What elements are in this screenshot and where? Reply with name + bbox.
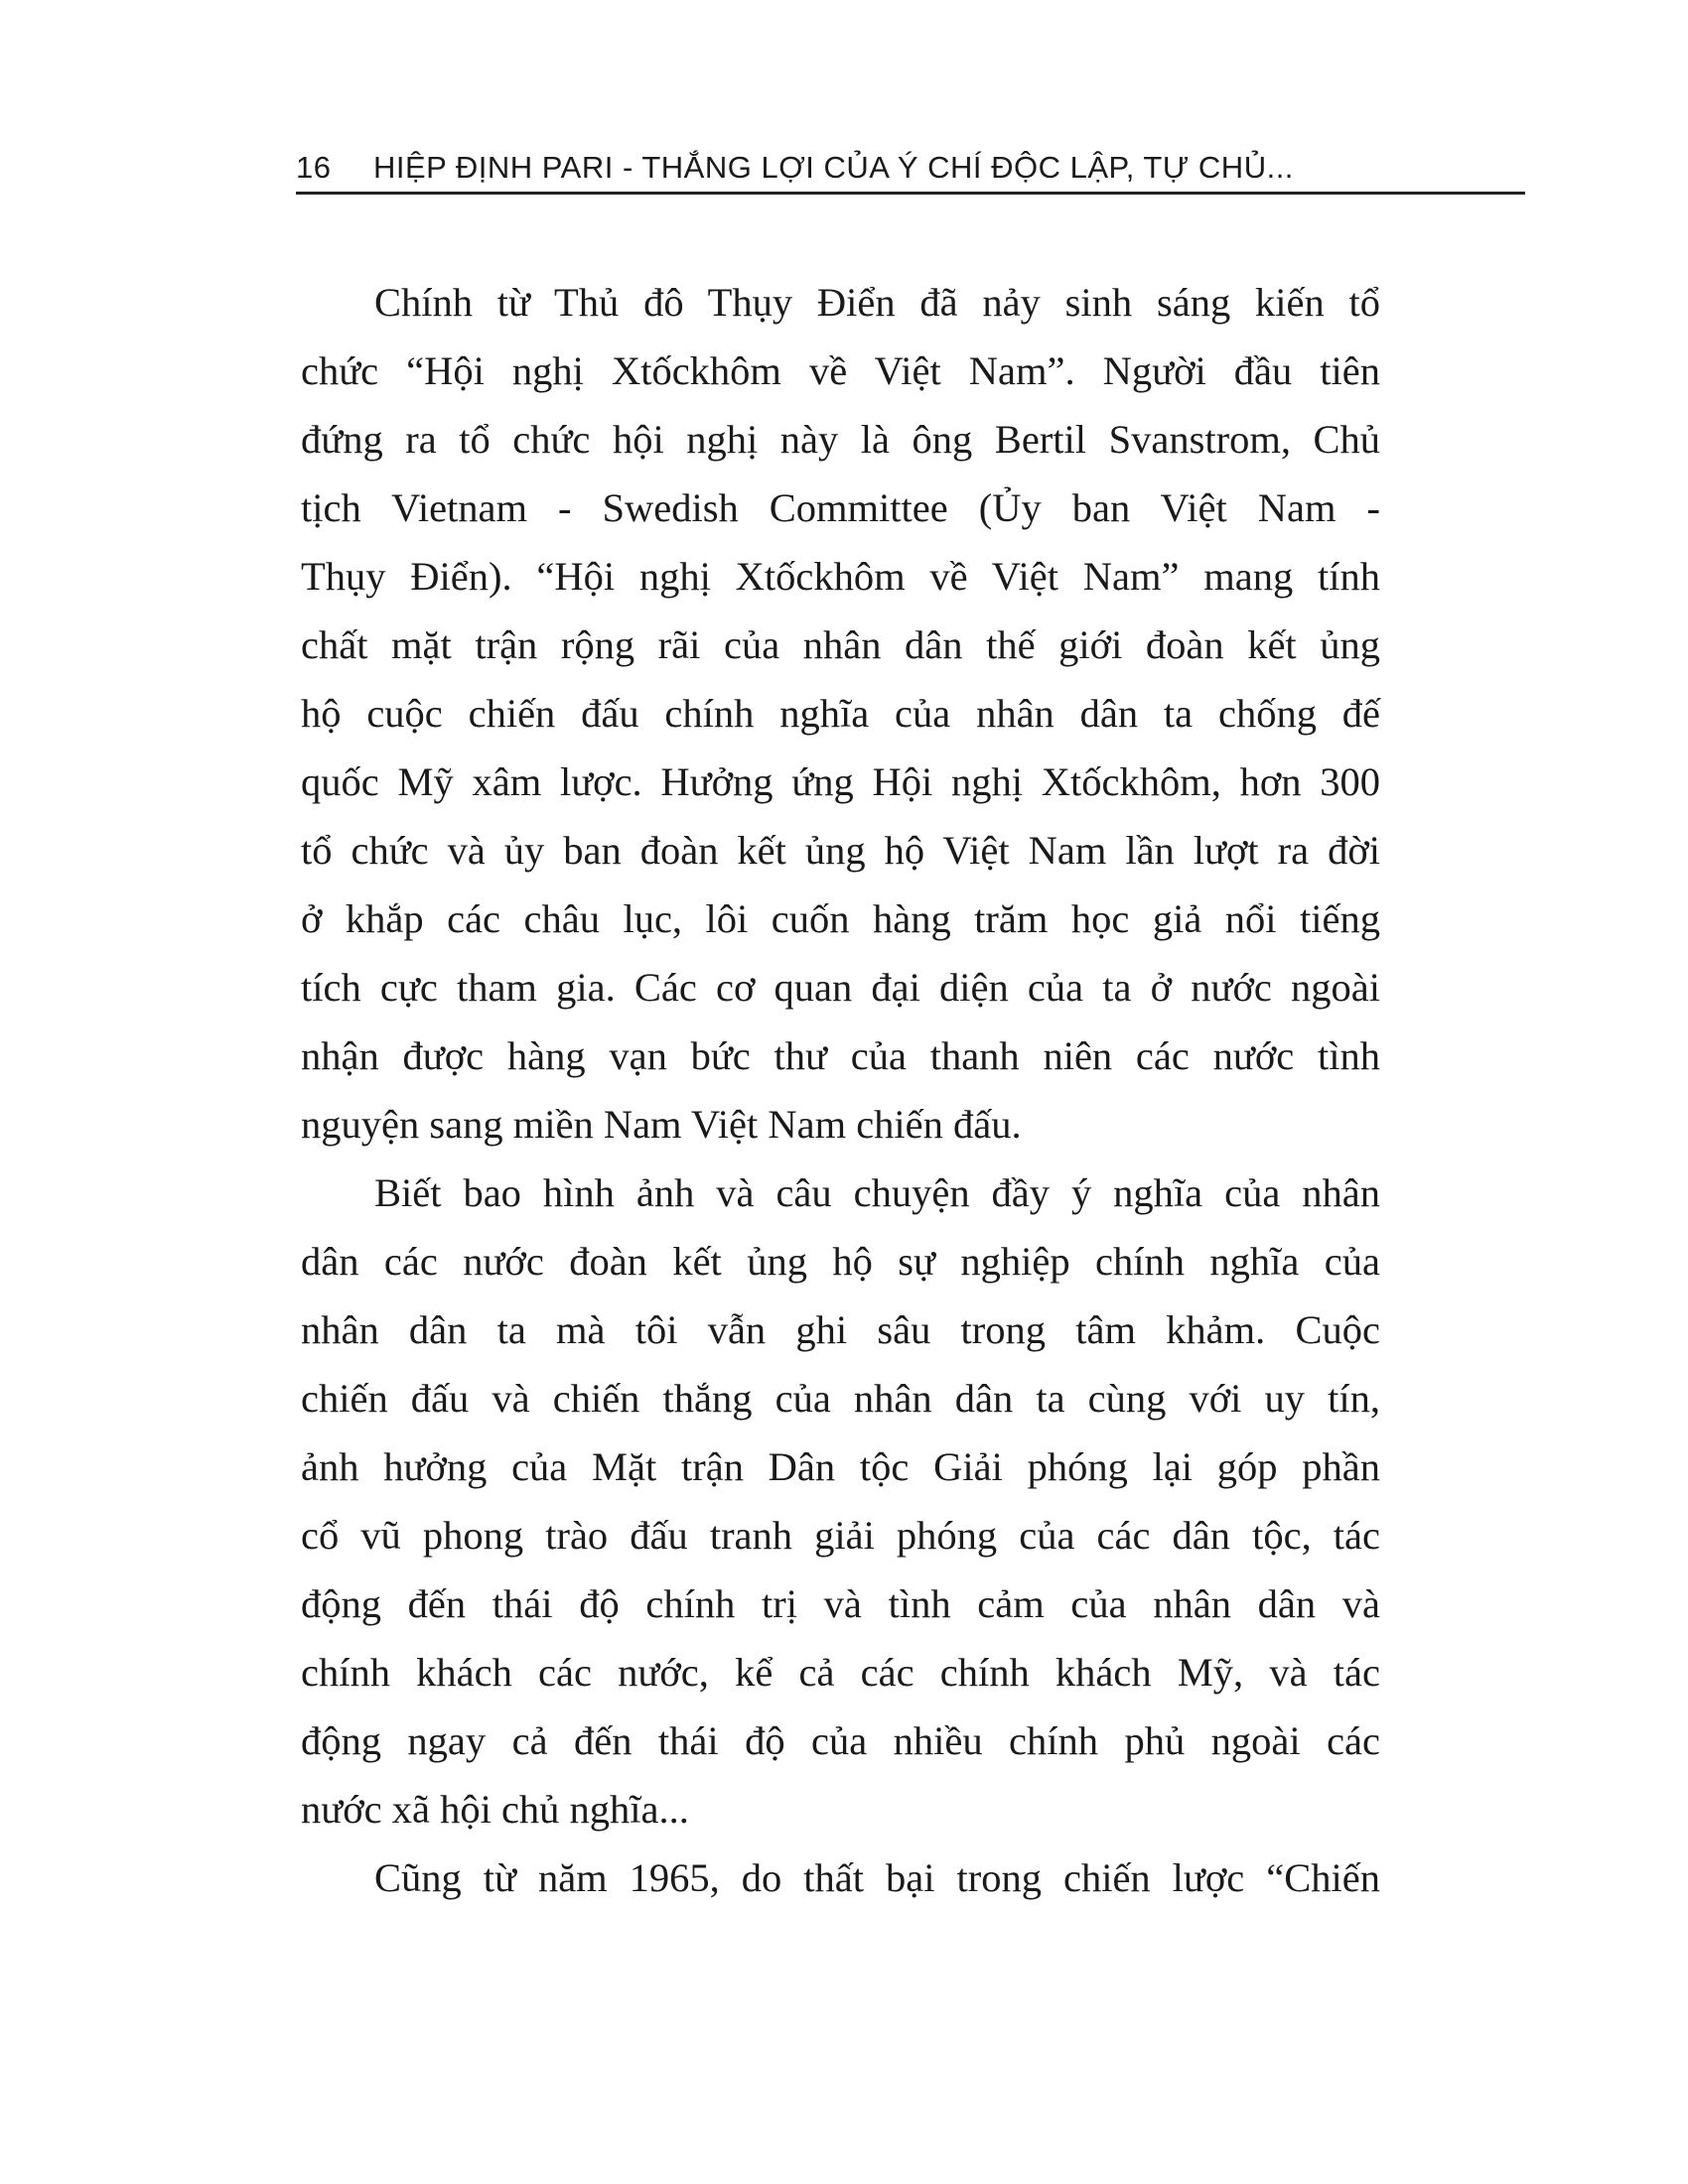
- paragraph-line: đứng ra tổ chức hội nghị này là ông Bertil Svanstrom, Chủ: [301, 417, 1380, 462]
- paragraph-line: quốc Mỹ xâm lược. Hưởng ứng Hội nghị Xtốckhôm, hơn 300: [301, 759, 1380, 804]
- paragraph-3: [301, 1843, 1380, 1912]
- paragraph-2: [301, 1159, 1380, 1843]
- paragraph-line: cổ vũ phong trào đấu tranh giải phóng của các dân tộc, tác: [301, 1513, 1380, 1558]
- paragraph-line: hộ cuộc chiến đấu chính nghĩa của nhân dân ta chống đế: [301, 691, 1380, 736]
- body-text: [301, 268, 1380, 1912]
- paragraph-line: nguyện sang miền Nam Việt Nam chiến đấu.: [301, 1102, 1022, 1147]
- paragraph-line: chức “Hội nghị Xtốckhôm về Việt Nam”. Người đầu tiên: [301, 348, 1380, 393]
- paragraph-line: chính khách các nước, kể cả các chính khách Mỹ, và tác: [301, 1650, 1380, 1695]
- paragraph-line: tịch Vietnam - Swedish Committee (Ủy ban Việt Nam -: [301, 485, 1380, 530]
- paragraph-line: động đến thái độ chính trị và tình cảm của nhân dân và: [301, 1581, 1380, 1626]
- paragraph-line: chiến đấu và chiến thắng của nhân dân ta cùng với uy tín,: [301, 1376, 1380, 1421]
- paragraph-1: [301, 268, 1380, 1159]
- paragraph-line: tổ chức và ủy ban đoàn kết ủng hộ Việt Nam lần lượt ra đời: [301, 828, 1380, 873]
- paragraph-line: Thụy Điển). “Hội nghị Xtốckhôm về Việt Nam” mang tính: [301, 554, 1380, 599]
- paragraph-line: Biết bao hình ảnh và câu chuyện đầy ý nghĩa của nhân: [374, 1170, 1380, 1215]
- paragraph-line: ảnh hưởng của Mặt trận Dân tộc Giải phóng lại góp phần: [301, 1444, 1380, 1489]
- paragraph-line: dân các nước đoàn kết ủng hộ sự nghiệp chính nghĩa của: [301, 1239, 1380, 1284]
- paragraph-line: ở khắp các châu lục, lôi cuốn hàng trăm học giả nổi tiếng: [301, 896, 1380, 941]
- paragraph-line: động ngay cả đến thái độ của nhiều chính phủ ngoài các: [301, 1718, 1380, 1763]
- paragraph-line: chất mặt trận rộng rãi của nhân dân thế giới đoàn kết ủng: [301, 622, 1380, 667]
- paragraph-line: Cũng từ năm 1965, do thất bại trong chiến lược “Chiến: [374, 1855, 1380, 1900]
- paragraph-line: Chính từ Thủ đô Thụy Điển đã nảy sinh sáng kiến tổ: [374, 280, 1380, 325]
- paragraph-line: nước xã hội chủ nghĩa...: [301, 1787, 689, 1832]
- running-header: [296, 142, 1525, 195]
- paragraph-line: tích cực tham gia. Các cơ quan đại diện của ta ở nước ngoài: [301, 965, 1380, 1010]
- page-number: 16: [296, 150, 332, 185]
- running-header-title: HIỆP ĐỊNH PARI - THẮNG LỢI CỦA Ý CHÍ ĐỘC LẬP, TỰ CHỦ...: [373, 150, 1294, 185]
- paragraph-line: nhận được hàng vạn bức thư của thanh niên các nước tình: [301, 1033, 1380, 1078]
- paragraph-line: nhân dân ta mà tôi vẫn ghi sâu trong tâm khảm. Cuộc: [301, 1307, 1380, 1352]
